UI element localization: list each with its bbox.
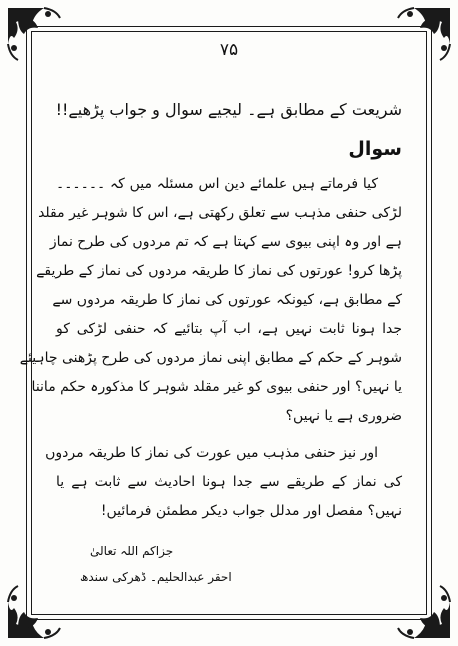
question-line: لڑکی حنفی مذہب سے تعلق رکھتی ہے، اس کا شوہر غیر مقلد: [38, 205, 402, 221]
corner-ornament-icon: [394, 582, 454, 642]
page-number: ۷۵: [219, 40, 239, 60]
question-line: اور نیز حنفی مذہب میں عورت کی نماز کا طریقہ مردوں: [45, 445, 378, 461]
question-line: جدا ہونا ثابت نہیں ہے، اب آپ بتائیے کہ حنفی لڑکی کو: [56, 321, 402, 337]
signature: احقر عبدالحلیم۔ ڈھرکی سندھ: [80, 570, 232, 584]
intro-line: شریعت کے مطابق ہے۔ لیجیے سوال و جواب پڑھیے!!: [55, 100, 402, 119]
corner-ornament-icon: [4, 582, 64, 642]
question-line: کے مطابق ہے، کیونکہ عورتوں کی نماز کا طریقہ مردوں سے: [52, 292, 402, 308]
question-heading: سوال: [348, 138, 402, 160]
question-line: کی نماز کے طریقے سے جدا ہونا احادیث سے ثابت ہے یا: [56, 474, 402, 490]
question-line: نہیں؟ مفصل اور مدلل جواب دیکر مطمئن فرمائیں!: [100, 503, 402, 519]
question-line: یا نہیں؟ اور حنفی بیوی کو غیر مقلد شوہر کا مذکورہ حکم ماننا: [31, 379, 402, 395]
question-line: پڑھا کرو! عورتوں کی نماز کا طریقہ مردوں کی نماز کے طریقے: [36, 263, 402, 279]
closing-prayer: جزاکم اللہ تعالیٰ: [90, 544, 174, 558]
question-line: ہے اور وہ اپنی بیوی سے کہتا ہے کہ تم مردوں کی طرح نماز: [49, 234, 402, 250]
question-line: کیا فرماتے ہیں علمائے دین اس مسئلہ میں کہ ۔۔۔۔۔۔: [56, 176, 378, 192]
question-line: شوہر کے حکم کے مطابق اپنی نماز مردوں کی طرح پڑھنی چاہیئے: [19, 350, 402, 366]
question-line: ضروری ہے یا نہیں؟: [285, 408, 402, 424]
